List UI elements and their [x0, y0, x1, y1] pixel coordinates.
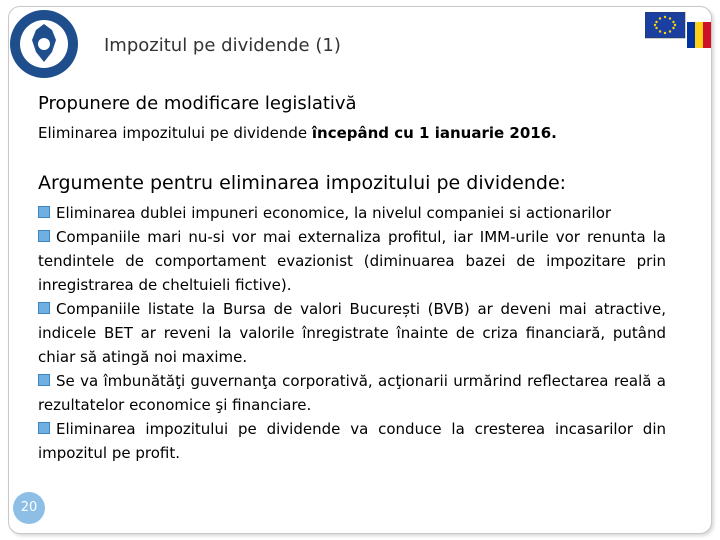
- bullet-icon: [38, 374, 50, 386]
- section-heading-proposal: Propunere de modificare legislativă: [38, 93, 357, 114]
- bullet-icon: [38, 302, 50, 314]
- list-item: [38, 201, 666, 225]
- list-item: [38, 417, 666, 465]
- list-item: [38, 225, 666, 297]
- proposal-text: [38, 124, 557, 142]
- ministry-logo: [8, 8, 80, 80]
- slide-title: Impozitul pe dividende (1): [104, 35, 341, 56]
- arguments-list: [38, 201, 666, 465]
- section-heading-arguments: Argumente pentru eliminarea impozitului pe dividende:: [38, 172, 567, 194]
- list-item-text: Companiile mari nu-si vor mai externaliza profitul, iar IMM-urile vor renunta la tendintele de comportament evazionist (diminuarea bazei de impozitare prin inregistrarea de cheltuieli fictive).: [38, 228, 666, 294]
- list-item: [38, 369, 666, 417]
- list-item: [38, 297, 666, 369]
- proposal-text-plain: Eliminarea impozitului pe dividende: [38, 124, 312, 142]
- list-item-text: Se va îmbunătăţi guvernanţa corporativă, acţionarii urmărind reflectarea reală a rezultatelor economice şi financiare.: [38, 372, 666, 414]
- bullet-icon: [38, 206, 50, 218]
- list-item-text: Companiile listate la Bursa de valori București (BVB) ar deveni mai atractive, indicele BET ar reveni la valorile înregistrate înainte de criza financiară, putând chiar să atingă noi maxime.: [38, 300, 666, 366]
- page-number: 20: [13, 492, 45, 524]
- bullet-icon: [38, 422, 50, 434]
- list-item-text: Eliminarea dublei impuneri economice, la nivelul companiei si actionarilor: [56, 204, 612, 222]
- proposal-text-bold: începând cu 1 ianuarie 2016.: [311, 124, 557, 142]
- flags-icon: [645, 12, 711, 48]
- bullet-icon: [38, 230, 50, 242]
- list-item-text: Eliminarea impozitului pe dividende va conduce la cresterea incasarilor din impozitul pe profit.: [38, 420, 666, 462]
